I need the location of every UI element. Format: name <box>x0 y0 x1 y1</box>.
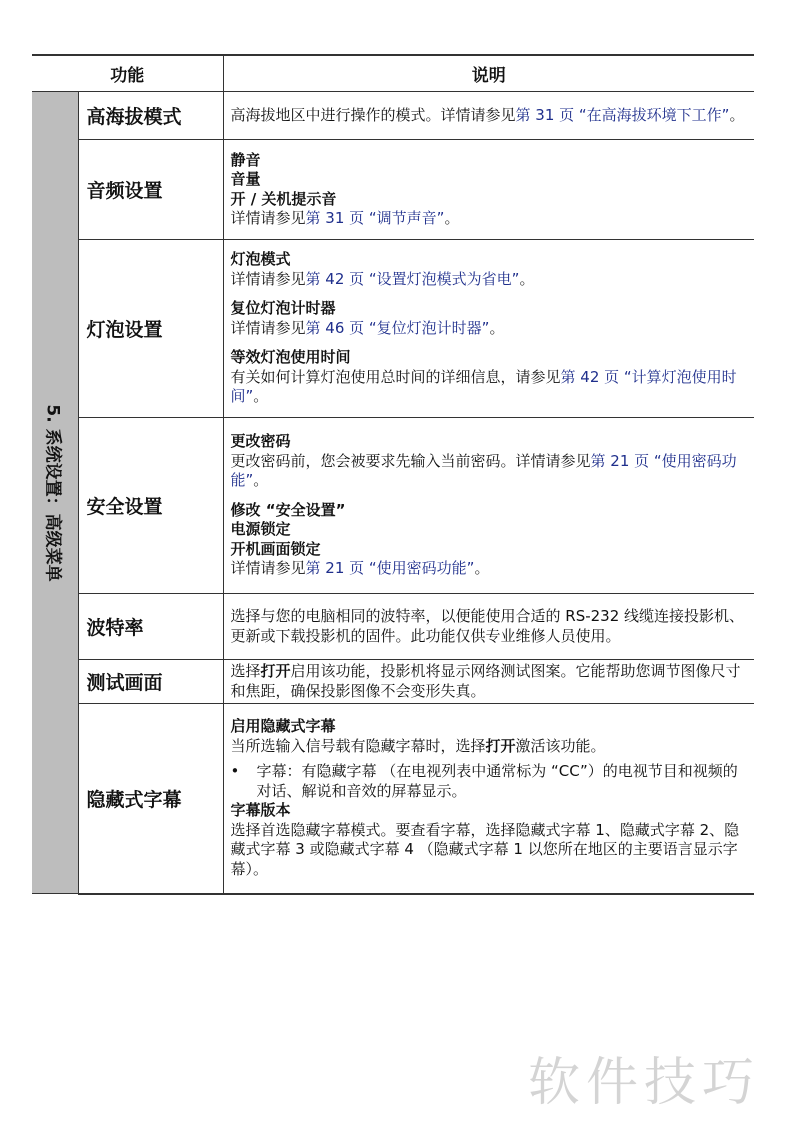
column-header-description: 说明 <box>223 55 754 92</box>
table-row <box>32 704 754 894</box>
table-row <box>32 418 754 594</box>
table-row <box>32 240 754 418</box>
function-name: 灯泡设置 <box>78 240 223 418</box>
function-name: 音频设置 <box>78 140 223 240</box>
column-header-function: 功能 <box>32 55 223 92</box>
sub-option-title: 更改密码 <box>230 432 291 451</box>
table-row <box>32 140 754 240</box>
function-name: 安全设置 <box>78 418 223 594</box>
function-description: 灯泡模式 详情请参见第 42 页 “设置灯泡模式为省电”。 复位灯泡计时器 详情请参见第 46 页 “复位灯泡计时器”。 等效灯泡使用时间 有关如何计算灯泡使用总时间的详细信息，请参见第 42 页 “计算灯泡使用时间”。 <box>223 240 754 418</box>
function-name: 测试画面 <box>78 660 223 704</box>
function-description: 高海拔地区中进行操作的模式。详情请参见第 31 页 “在高海拔环境下工作”。 <box>223 92 754 140</box>
sub-option-title: 字幕版本 <box>230 801 291 820</box>
sub-option-title: 等效灯泡使用时间 <box>230 348 351 367</box>
sub-option: 静音 <box>230 150 261 169</box>
function-description: 启用隐藏式字幕 当所选输入信号载有隐藏字幕时，选择打开激活该功能。 • 字幕：有隐藏字幕 （在电视列表中通常标为 “CC”）的电视节目和视频的对话、解说和音效的屏幕显示。 字幕版本 选择首选隐藏字幕模式。要查看字幕，选择隐藏式字幕 1、隐藏式字幕 2、隐藏式字幕 3 或隐藏式字幕 4 （隐藏式字幕 1 以您所在地区的主要语言显示字幕）。 <box>223 704 754 894</box>
section-sidebar <box>32 92 78 894</box>
page-reference-link[interactable]: 第 21 页 “使用密码功能” <box>305 559 475 578</box>
table-header-row <box>32 55 754 92</box>
function-description: 静音 音量 开 / 关机提示音 详情请参见第 31 页 “调节声音”。 <box>223 140 754 240</box>
page-reference-link[interactable]: 第 42 页 “设置灯泡模式为省电” <box>305 269 520 288</box>
function-description: 更改密码 更改密码前，您会被要求先输入当前密码。详情请参见第 21 页 “使用密码功能”。 修改 “安全设置” 电源锁定 开机画面锁定 详情请参见第 21 页 “使用密码功能”。 <box>223 418 754 594</box>
sub-option: 开 / 关机提示音 <box>230 189 337 208</box>
sub-option-title: 复位灯泡计时器 <box>230 299 336 318</box>
page-reference-link[interactable]: 第 31 页 “调节声音” <box>305 209 445 227</box>
function-name: 隐藏式字幕 <box>78 704 223 894</box>
page-reference-link[interactable]: 第 31 页 “在高海拔环境下工作” <box>515 105 730 124</box>
page-reference-link[interactable]: 第 21 页 “使用密码功能” <box>230 451 737 490</box>
table-row <box>32 594 754 660</box>
function-name: 波特率 <box>78 594 223 660</box>
sub-option: 音量 <box>230 170 261 188</box>
sub-option: 电源锁定 <box>230 520 291 539</box>
sub-option-title: 灯泡模式 <box>230 250 291 269</box>
table-row <box>32 92 754 140</box>
sub-option: 开机画面锁定 <box>230 539 321 558</box>
sub-option: 修改 “安全设置” <box>230 500 346 519</box>
function-description: 选择打开启用该功能，投影机将显示网络测试图案。它能帮助您调节图像尺寸和焦距，确保投影图像不会变形失真。 <box>223 660 754 704</box>
table-row <box>32 660 754 704</box>
page-reference-link[interactable]: 第 42 页 “计算灯泡使用时间” <box>230 367 737 406</box>
sub-option-title: 启用隐藏式字幕 <box>230 717 336 736</box>
watermark: 软件技巧 <box>527 1053 760 1113</box>
bullet-mark: • <box>230 762 240 781</box>
bullet-item: • 字幕：有隐藏字幕 （在电视列表中通常标为 “CC”）的电视节目和视频的对话、解说和音效的屏幕显示。 <box>230 762 738 800</box>
settings-table <box>32 54 754 895</box>
function-description: 选择与您的电脑相同的波特率，以便能使用合适的 RS-232 线缆连接投影机、更新或下载投影机的固件。此功能仅供专业维修人员使用。 <box>223 594 754 660</box>
function-name: 高海拔模式 <box>78 92 223 140</box>
section-label: 5. 系统设置：高级菜单 <box>42 403 63 582</box>
page-reference-link[interactable]: 第 46 页 “复位灯泡计时器” <box>305 318 490 337</box>
